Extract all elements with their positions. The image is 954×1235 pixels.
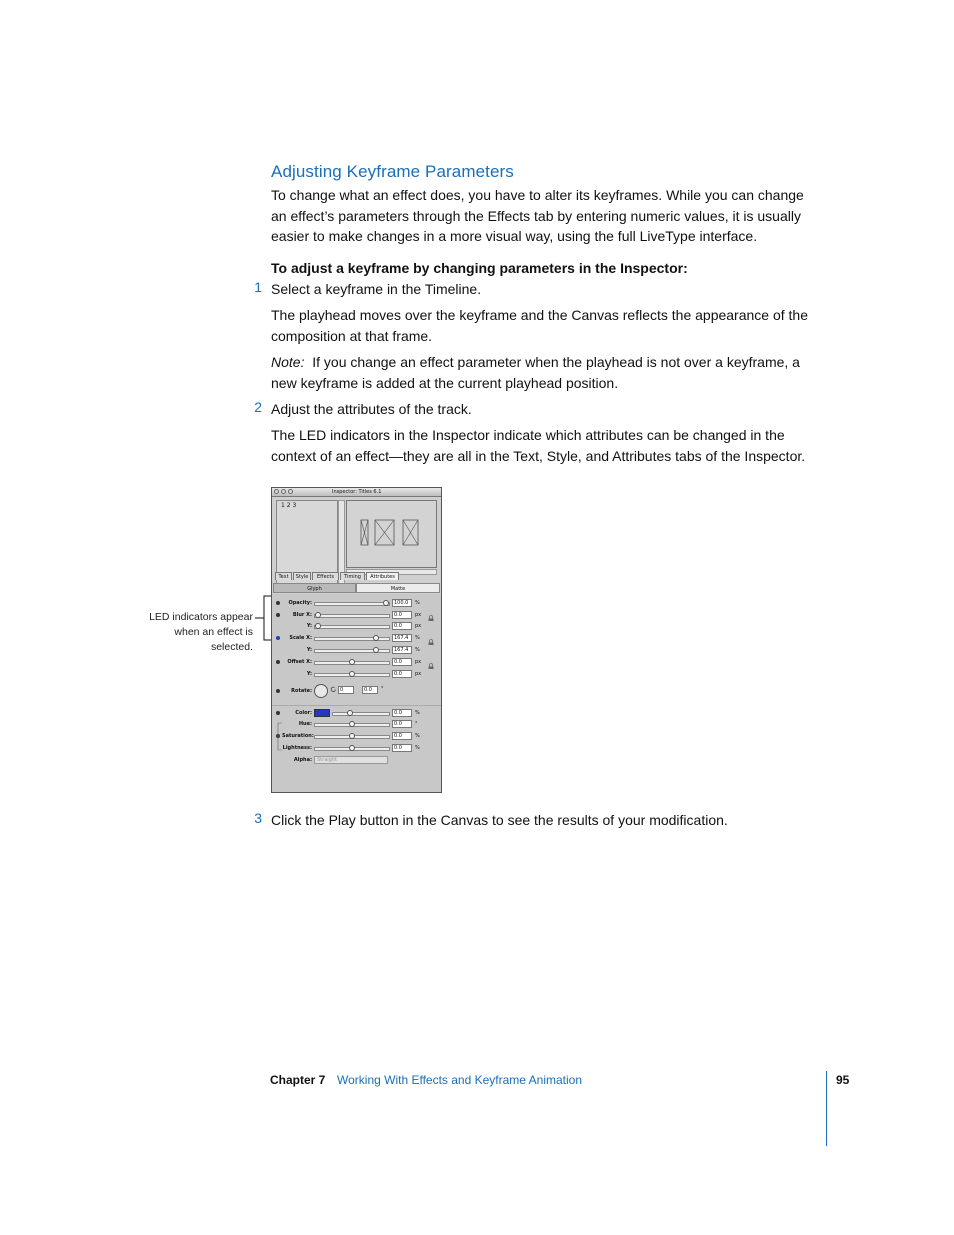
lock-icon[interactable]	[428, 639, 434, 645]
zoom-button[interactable]	[288, 489, 293, 494]
close-button[interactable]	[274, 489, 279, 494]
led-indicator[interactable]	[276, 689, 280, 693]
step1-detail	[271, 305, 831, 346]
inspector-window	[271, 487, 442, 793]
step-number: 1	[254, 279, 262, 295]
param-row-hue	[272, 720, 441, 729]
scale-x-field[interactable]: 167.4	[392, 634, 412, 642]
lightness-field[interactable]: 0.0	[392, 744, 412, 752]
intro-line: easier to make changes in a more visual way, using the full LiveType interface.	[271, 228, 758, 244]
blur-x-slider[interactable]	[314, 614, 390, 618]
callout-line: selected.	[210, 641, 253, 653]
step-text: Select a keyframe in the Timeline.	[271, 281, 482, 297]
param-row-offset-y	[272, 670, 441, 679]
param-label: Color:	[295, 710, 312, 716]
section-heading: Adjusting Keyframe Parameters	[271, 162, 514, 181]
glyph-preview-icons	[347, 501, 436, 567]
intro-line: an effect’s parameters through the Effects tab by entering numeric values, it is usually	[271, 207, 801, 224]
minimize-button[interactable]	[281, 489, 286, 494]
rotate-direction-icon[interactable]	[330, 686, 337, 693]
callout-line: LED indicators appear	[149, 611, 253, 623]
step-text: Adjust the attributes of the track.	[271, 401, 472, 417]
page-number: 95	[836, 1073, 850, 1087]
param-label: Blur X:	[292, 612, 312, 618]
tab-style[interactable]: Style	[293, 572, 311, 580]
param-row-scale-y	[272, 646, 441, 655]
scale-y-field[interactable]: 167.4	[392, 646, 412, 654]
unit-label: px	[415, 623, 422, 629]
param-row-blur-x	[272, 611, 441, 620]
unit-label: °	[415, 721, 418, 727]
unit-label: %	[415, 745, 420, 751]
param-row-rotate	[272, 684, 441, 700]
param-label: Rotate:	[291, 688, 312, 694]
unit-label: °	[381, 686, 384, 692]
slider-knob[interactable]	[315, 623, 321, 629]
step-number: 3	[254, 810, 262, 826]
slider-knob[interactable]	[373, 647, 379, 653]
lock-icon[interactable]	[428, 615, 434, 621]
param-label: Hue:	[298, 721, 312, 727]
slider-knob[interactable]	[383, 600, 389, 606]
detail-line: The playhead moves over the keyframe and the Canvas reflects the appearance of the	[271, 307, 808, 323]
param-label: Scale X:	[289, 635, 312, 641]
offset-x-field[interactable]: 0.0	[392, 658, 412, 666]
led-indicator[interactable]	[276, 636, 280, 640]
detail-line: context of an effect—they are all in the Text, Style, and Attributes tabs of the Inspector.	[271, 447, 806, 464]
unit-label: px	[415, 659, 422, 665]
param-label: Offset X:	[287, 659, 312, 665]
blur-y-slider[interactable]	[314, 625, 390, 629]
note-label: Note:	[271, 354, 305, 370]
unit-label: %	[415, 647, 420, 653]
inspector-titlebar	[272, 488, 441, 497]
slider-knob[interactable]	[315, 612, 321, 618]
unit-label: %	[415, 600, 420, 606]
param-label: Saturation:	[282, 733, 314, 739]
footer-chapter: Chapter 7	[270, 1073, 326, 1087]
subtab-glyph[interactable]: Glyph	[273, 583, 356, 593]
param-row-blur-y	[272, 622, 441, 631]
hue-field[interactable]: 0.0	[392, 720, 412, 728]
param-label: Y:	[306, 623, 312, 629]
led-indicator[interactable]	[276, 613, 280, 617]
blur-x-field[interactable]: 0.0	[392, 611, 412, 619]
rotate-turns-field[interactable]: 0	[338, 686, 354, 694]
note-line: new keyframe is added at the current playhead position.	[271, 374, 619, 391]
led-indicator[interactable]	[276, 660, 280, 664]
param-label: Opacity:	[288, 600, 312, 606]
step2-detail	[271, 425, 841, 466]
tab-attributes[interactable]: Attributes	[366, 572, 399, 580]
slider-knob[interactable]	[349, 659, 355, 665]
unit-label: %	[415, 635, 420, 641]
unit-label: %	[415, 733, 420, 739]
slider-knob[interactable]	[347, 710, 353, 716]
callout-text	[140, 610, 253, 655]
unit-label: %	[415, 710, 420, 716]
param-label: Y:	[306, 647, 312, 653]
callout-line: when an effect is	[174, 626, 253, 638]
param-label: Alpha:	[293, 757, 312, 763]
subtab-matte[interactable]: Matte	[356, 583, 440, 593]
slider-knob[interactable]	[349, 671, 355, 677]
detail-line: composition at that frame.	[271, 327, 433, 344]
step-number: 2	[254, 399, 262, 415]
alpha-popup[interactable]: Straight	[314, 756, 388, 764]
param-row-color	[272, 709, 441, 718]
intro-paragraph	[271, 185, 831, 247]
lightness-slider[interactable]	[314, 747, 390, 751]
glyph-preview	[346, 500, 437, 568]
offset-y-slider[interactable]	[314, 673, 390, 677]
color-swatch[interactable]	[314, 709, 330, 717]
param-row-alpha	[272, 756, 441, 765]
color-slider[interactable]	[332, 712, 390, 716]
tab-text[interactable]: Text	[275, 572, 292, 580]
rotate-dial[interactable]	[314, 684, 328, 698]
slider-knob[interactable]	[349, 733, 355, 739]
param-row-lightness	[272, 744, 441, 753]
param-label: Y:	[306, 671, 312, 677]
slider-knob[interactable]	[373, 635, 379, 641]
rotate-degrees-field[interactable]: 0.0	[362, 686, 378, 694]
led-indicator[interactable]	[276, 601, 280, 605]
param-row-offset-x	[272, 658, 441, 667]
footer-rule	[826, 1071, 827, 1146]
tab-effects[interactable]: Effects	[312, 572, 339, 580]
param-row-opacity	[272, 599, 441, 608]
blur-y-field[interactable]: 0.0	[392, 622, 412, 630]
scale-y-slider[interactable]	[314, 649, 390, 653]
color-field[interactable]: 0.0	[392, 709, 412, 717]
attribute-subtabs	[272, 583, 441, 593]
detail-line: The LED indicators in the Inspector indicate which attributes can be changed in the	[271, 427, 785, 443]
glyph-parameters-panel	[272, 594, 441, 792]
opacity-field[interactable]: 100.0	[392, 599, 412, 607]
unit-label: px	[415, 671, 422, 677]
slider-knob[interactable]	[349, 745, 355, 751]
scale-x-slider[interactable]	[314, 637, 390, 641]
footer-chapter-title: Working With Effects and Keyframe Animation	[337, 1073, 582, 1087]
inspector-title: Inspector: Titles 6.1	[332, 489, 382, 495]
param-label: Lightness:	[282, 745, 312, 751]
param-row-saturation	[272, 732, 441, 741]
slider-knob[interactable]	[349, 721, 355, 727]
saturation-slider[interactable]	[314, 735, 390, 739]
saturation-field[interactable]: 0.0	[392, 732, 412, 740]
lock-icon[interactable]	[428, 663, 434, 669]
offset-x-slider[interactable]	[314, 661, 390, 665]
offset-y-field[interactable]: 0.0	[392, 670, 412, 678]
hue-slider[interactable]	[314, 723, 390, 727]
step-text: Click the Play button in the Canvas to see the results of your modification.	[271, 812, 728, 828]
note-line	[271, 352, 831, 373]
tab-timing[interactable]: Timing	[340, 572, 365, 580]
intro-line: To change what an effect does, you have to alter its keyframes. While you can change	[271, 187, 804, 203]
note-paragraph	[271, 352, 831, 393]
divider	[272, 705, 441, 706]
procedure-title: To adjust a keyframe by changing parameters in the Inspector:	[271, 260, 688, 276]
color-group-bracket	[277, 722, 283, 752]
param-row-scale-x	[272, 634, 441, 643]
preview-text: 1 2 3	[281, 502, 297, 509]
led-indicator[interactable]	[276, 711, 280, 715]
opacity-slider[interactable]	[314, 602, 390, 606]
note-text: If you change an effect parameter when the playhead is not over a keyframe, a	[312, 354, 800, 370]
unit-label: px	[415, 612, 422, 618]
